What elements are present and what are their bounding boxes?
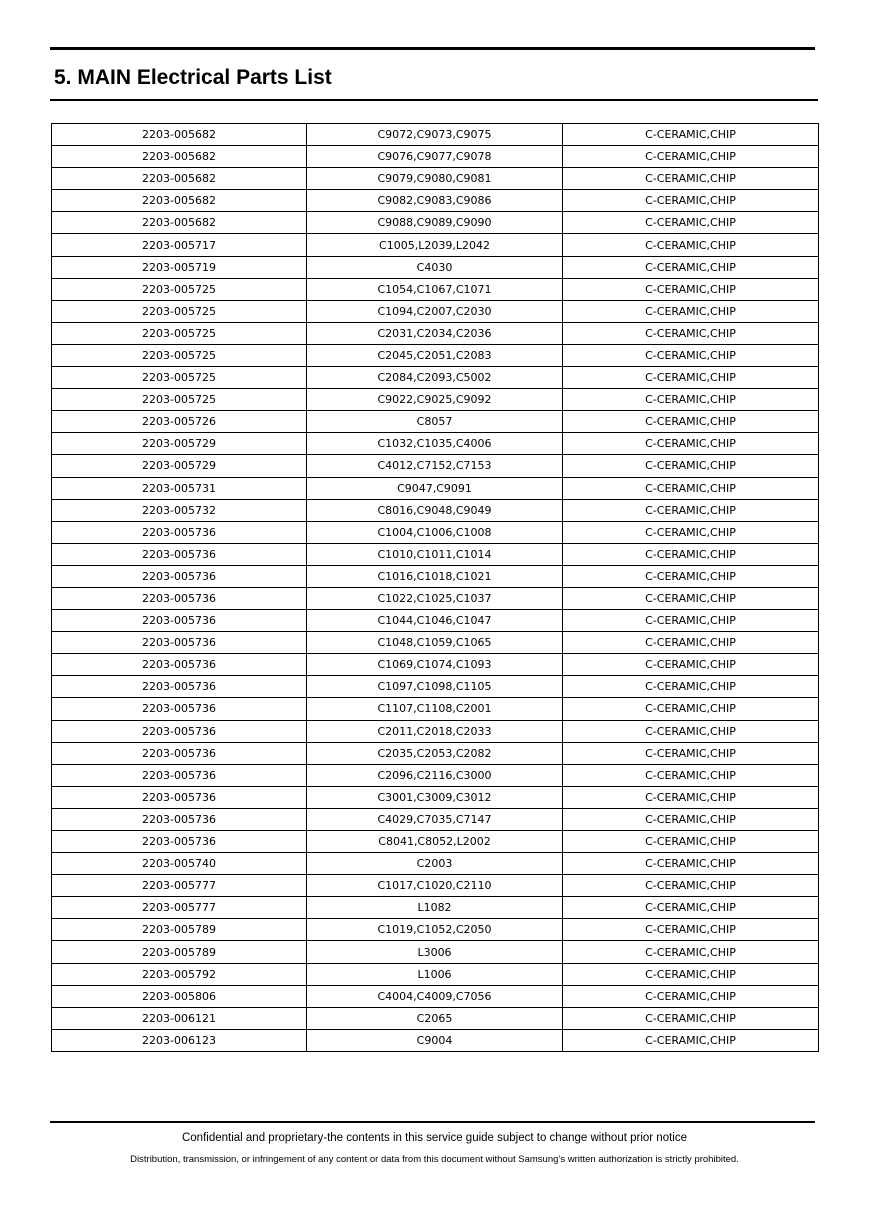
table-row [52, 897, 819, 919]
description-cell: C-CERAMIC,CHIP [563, 853, 819, 875]
part-code-cell: 2203-005777 [52, 897, 307, 919]
description-cell: C-CERAMIC,CHIP [563, 919, 819, 941]
table-row [52, 1007, 819, 1029]
location-cell: C1097,C1098,C1105 [307, 676, 563, 698]
description-cell: C-CERAMIC,CHIP [563, 278, 819, 300]
location-cell: C8057 [307, 411, 563, 433]
location-cell: C9047,C9091 [307, 477, 563, 499]
location-cell: C4029,C7035,C7147 [307, 808, 563, 830]
table-row [52, 565, 819, 587]
table-row [52, 831, 819, 853]
location-cell: C3001,C3009,C3012 [307, 786, 563, 808]
part-code-cell: 2203-005736 [52, 521, 307, 543]
description-cell: C-CERAMIC,CHIP [563, 720, 819, 742]
table-row [52, 985, 819, 1007]
description-cell: C-CERAMIC,CHIP [563, 433, 819, 455]
description-cell: C-CERAMIC,CHIP [563, 587, 819, 609]
part-code-cell: 2203-005682 [52, 146, 307, 168]
table-row [52, 212, 819, 234]
table-row [52, 256, 819, 278]
part-code-cell: 2203-005789 [52, 919, 307, 941]
description-cell: C-CERAMIC,CHIP [563, 610, 819, 632]
location-cell: C1107,C1108,C2001 [307, 698, 563, 720]
location-cell: C1016,C1018,C1021 [307, 565, 563, 587]
description-cell: C-CERAMIC,CHIP [563, 168, 819, 190]
location-cell: C1054,C1067,C1071 [307, 278, 563, 300]
description-cell: C-CERAMIC,CHIP [563, 1029, 819, 1051]
table-row [52, 146, 819, 168]
location-cell: C9082,C9083,C9086 [307, 190, 563, 212]
table-row [52, 278, 819, 300]
description-cell: C-CERAMIC,CHIP [563, 300, 819, 322]
table-row [52, 389, 819, 411]
location-cell: C4030 [307, 256, 563, 278]
table-row [52, 521, 819, 543]
table-row [52, 344, 819, 366]
part-code-cell: 2203-005736 [52, 808, 307, 830]
location-cell: C4012,C7152,C7153 [307, 455, 563, 477]
description-cell: C-CERAMIC,CHIP [563, 1007, 819, 1029]
location-cell: C1094,C2007,C2030 [307, 300, 563, 322]
part-code-cell: 2203-005717 [52, 234, 307, 256]
part-code-cell: 2203-005736 [52, 720, 307, 742]
location-cell: C2096,C2116,C3000 [307, 764, 563, 786]
location-cell: C1010,C1011,C1014 [307, 543, 563, 565]
description-cell: C-CERAMIC,CHIP [563, 367, 819, 389]
location-cell: C1069,C1074,C1093 [307, 654, 563, 676]
location-cell: C1005,L2039,L2042 [307, 234, 563, 256]
table-row [52, 543, 819, 565]
table-row [52, 853, 819, 875]
table-row [52, 124, 819, 146]
description-cell: C-CERAMIC,CHIP [563, 831, 819, 853]
part-code-cell: 2203-005789 [52, 941, 307, 963]
page-title: 5. MAIN Electrical Parts List [54, 66, 332, 89]
description-cell: C-CERAMIC,CHIP [563, 411, 819, 433]
part-code-cell: 2203-005736 [52, 831, 307, 853]
location-cell: L1006 [307, 963, 563, 985]
footer-distribution: Distribution, transmission, or infringement of any content or data from this document without Samsung’s written authorization is strictly prohibited. [130, 1154, 739, 1165]
table-row [52, 433, 819, 455]
top-rule [50, 47, 815, 50]
location-cell: C2045,C2051,C2083 [307, 344, 563, 366]
location-cell: C2084,C2093,C5002 [307, 367, 563, 389]
table-row [52, 941, 819, 963]
table-row [52, 1029, 819, 1051]
table-row [52, 764, 819, 786]
location-cell: C1017,C1020,C2110 [307, 875, 563, 897]
description-cell: C-CERAMIC,CHIP [563, 234, 819, 256]
location-cell: C1032,C1035,C4006 [307, 433, 563, 455]
table-row [52, 632, 819, 654]
description-cell: C-CERAMIC,CHIP [563, 786, 819, 808]
part-code-cell: 2203-005806 [52, 985, 307, 1007]
title-rule [50, 99, 818, 101]
footer-notice: Confidential and proprietary-the contents in this service guide subject to change without prior notice [181, 1132, 687, 1144]
footer-rule [50, 1121, 815, 1123]
part-code-cell: 2203-005725 [52, 278, 307, 300]
table-row [52, 875, 819, 897]
description-cell: C-CERAMIC,CHIP [563, 654, 819, 676]
part-code-cell: 2203-005682 [52, 168, 307, 190]
location-cell: C2003 [307, 853, 563, 875]
table-row [52, 698, 819, 720]
description-cell: C-CERAMIC,CHIP [563, 543, 819, 565]
part-code-cell: 2203-005732 [52, 499, 307, 521]
table-row [52, 168, 819, 190]
location-cell: C4004,C4009,C7056 [307, 985, 563, 1007]
part-code-cell: 2203-005736 [52, 786, 307, 808]
part-code-cell: 2203-005740 [52, 853, 307, 875]
description-cell: C-CERAMIC,CHIP [563, 146, 819, 168]
description-cell: C-CERAMIC,CHIP [563, 985, 819, 1007]
table-row [52, 808, 819, 830]
table-row [52, 654, 819, 676]
table-row [52, 322, 819, 344]
table-row [52, 477, 819, 499]
part-code-cell: 2203-005725 [52, 344, 307, 366]
table-row [52, 720, 819, 742]
description-cell: C-CERAMIC,CHIP [563, 565, 819, 587]
description-cell: C-CERAMIC,CHIP [563, 875, 819, 897]
part-code-cell: 2203-005736 [52, 698, 307, 720]
table-row [52, 455, 819, 477]
location-cell: C8041,C8052,L2002 [307, 831, 563, 853]
table-row [52, 742, 819, 764]
location-cell: C2065 [307, 1007, 563, 1029]
location-cell: C9072,C9073,C9075 [307, 124, 563, 146]
part-code-cell: 2203-005736 [52, 742, 307, 764]
part-code-cell: 2203-005729 [52, 433, 307, 455]
location-cell: C1019,C1052,C2050 [307, 919, 563, 941]
part-code-cell: 2203-005736 [52, 632, 307, 654]
part-code-cell: 2203-005736 [52, 565, 307, 587]
part-code-cell: 2203-005725 [52, 322, 307, 344]
location-cell: C9004 [307, 1029, 563, 1051]
part-code-cell: 2203-005682 [52, 190, 307, 212]
part-code-cell: 2203-005736 [52, 587, 307, 609]
description-cell: C-CERAMIC,CHIP [563, 676, 819, 698]
table-row [52, 963, 819, 985]
description-cell: C-CERAMIC,CHIP [563, 941, 819, 963]
part-code-cell: 2203-005731 [52, 477, 307, 499]
description-cell: C-CERAMIC,CHIP [563, 256, 819, 278]
description-cell: C-CERAMIC,CHIP [563, 477, 819, 499]
table-row [52, 610, 819, 632]
description-cell: C-CERAMIC,CHIP [563, 499, 819, 521]
location-cell: L3006 [307, 941, 563, 963]
table-row [52, 676, 819, 698]
part-code-cell: 2203-005725 [52, 389, 307, 411]
description-cell: C-CERAMIC,CHIP [563, 190, 819, 212]
part-code-cell: 2203-005729 [52, 455, 307, 477]
part-code-cell: 2203-005736 [52, 610, 307, 632]
description-cell: C-CERAMIC,CHIP [563, 389, 819, 411]
location-cell: C2031,C2034,C2036 [307, 322, 563, 344]
description-cell: C-CERAMIC,CHIP [563, 742, 819, 764]
description-cell: C-CERAMIC,CHIP [563, 698, 819, 720]
parts-table [51, 123, 819, 1052]
parts-table-body [52, 124, 819, 1052]
description-cell: C-CERAMIC,CHIP [563, 808, 819, 830]
description-cell: C-CERAMIC,CHIP [563, 963, 819, 985]
part-code-cell: 2203-005736 [52, 543, 307, 565]
location-cell: C1004,C1006,C1008 [307, 521, 563, 543]
description-cell: C-CERAMIC,CHIP [563, 764, 819, 786]
location-cell: L1082 [307, 897, 563, 919]
table-row [52, 411, 819, 433]
table-row [52, 190, 819, 212]
location-cell: C9079,C9080,C9081 [307, 168, 563, 190]
part-code-cell: 2203-005682 [52, 124, 307, 146]
location-cell: C1044,C1046,C1047 [307, 610, 563, 632]
part-code-cell: 2203-005682 [52, 212, 307, 234]
table-row [52, 587, 819, 609]
part-code-cell: 2203-005725 [52, 367, 307, 389]
part-code-cell: 2203-005777 [52, 875, 307, 897]
table-row [52, 300, 819, 322]
description-cell: C-CERAMIC,CHIP [563, 521, 819, 543]
part-code-cell: 2203-005792 [52, 963, 307, 985]
part-code-cell: 2203-005736 [52, 676, 307, 698]
location-cell: C2035,C2053,C2082 [307, 742, 563, 764]
table-row [52, 234, 819, 256]
table-row [52, 786, 819, 808]
description-cell: C-CERAMIC,CHIP [563, 897, 819, 919]
part-code-cell: 2203-006121 [52, 1007, 307, 1029]
table-row [52, 499, 819, 521]
description-cell: C-CERAMIC,CHIP [563, 344, 819, 366]
part-code-cell: 2203-005719 [52, 256, 307, 278]
description-cell: C-CERAMIC,CHIP [563, 322, 819, 344]
location-cell: C9022,C9025,C9092 [307, 389, 563, 411]
part-code-cell: 2203-005725 [52, 300, 307, 322]
table-row [52, 919, 819, 941]
location-cell: C1022,C1025,C1037 [307, 587, 563, 609]
location-cell: C1048,C1059,C1065 [307, 632, 563, 654]
description-cell: C-CERAMIC,CHIP [563, 212, 819, 234]
description-cell: C-CERAMIC,CHIP [563, 455, 819, 477]
location-cell: C9088,C9089,C9090 [307, 212, 563, 234]
location-cell: C8016,C9048,C9049 [307, 499, 563, 521]
table-row [52, 367, 819, 389]
part-code-cell: 2203-005736 [52, 764, 307, 786]
location-cell: C2011,C2018,C2033 [307, 720, 563, 742]
description-cell: C-CERAMIC,CHIP [563, 632, 819, 654]
location-cell: C9076,C9077,C9078 [307, 146, 563, 168]
part-code-cell: 2203-005736 [52, 654, 307, 676]
part-code-cell: 2203-005726 [52, 411, 307, 433]
description-cell: C-CERAMIC,CHIP [563, 124, 819, 146]
part-code-cell: 2203-006123 [52, 1029, 307, 1051]
